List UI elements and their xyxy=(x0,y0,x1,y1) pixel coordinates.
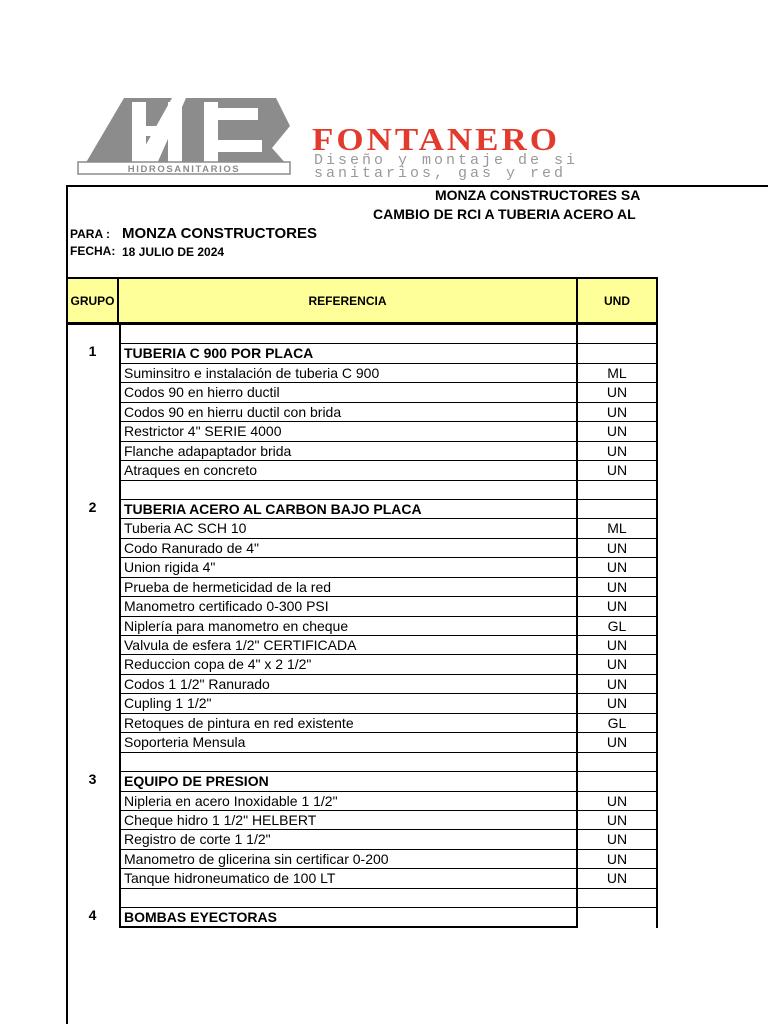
cell-und xyxy=(578,889,658,908)
cell-grupo xyxy=(66,694,119,713)
cell-referencia: Codo Ranurado de 4" xyxy=(119,539,578,558)
cell-referencia: Valvula de esfera 1/2" CERTIFICADA xyxy=(119,636,578,655)
cell-referencia: Soporteria Mensula xyxy=(119,733,578,752)
cell-grupo xyxy=(66,655,119,674)
cell-und: UN xyxy=(578,655,658,674)
cell-referencia: Codos 90 en hierru ductil con brida xyxy=(119,403,578,422)
table-body xyxy=(66,325,658,928)
table-row xyxy=(66,558,658,577)
cell-und: UN xyxy=(578,403,658,422)
cell-referencia: Union rigida 4" xyxy=(119,558,578,577)
table-row xyxy=(66,811,658,830)
cell-und: UN xyxy=(578,461,658,480)
cell-referencia: Nipleria en acero Inoxidable 1 1/2" xyxy=(119,792,578,811)
cell-referencia: Retoques de pintura en red existente xyxy=(119,714,578,733)
cell-und: UN xyxy=(578,850,658,869)
cell-grupo xyxy=(66,539,119,558)
tagline-line-2: sanitarios, gas y red xyxy=(314,165,567,182)
cell-grupo xyxy=(66,675,119,694)
table-row xyxy=(66,597,658,616)
table-row xyxy=(66,830,658,849)
cell-grupo xyxy=(66,830,119,849)
cell-grupo: 4 xyxy=(88,907,97,924)
cell-referencia xyxy=(119,753,578,772)
cell-grupo xyxy=(66,869,119,888)
cell-referencia: Cheque hidro 1 1/2" HELBERT xyxy=(119,811,578,830)
cell-und: UN xyxy=(578,558,658,577)
cell-und: UN xyxy=(578,792,658,811)
group-row xyxy=(66,772,658,791)
table-row xyxy=(66,403,658,422)
document-title: MONZA CONSTRUCTORES SA xyxy=(435,187,641,203)
cell-und: UN xyxy=(578,597,658,616)
table-row xyxy=(66,636,658,655)
cell-und xyxy=(578,908,658,927)
cell-referencia: Restrictor 4" SERIE 4000 xyxy=(119,422,578,441)
cell-referencia: Registro de corte 1 1/2" xyxy=(119,830,578,849)
table-row xyxy=(66,539,658,558)
spacer-row xyxy=(66,481,658,500)
cell-grupo xyxy=(66,558,119,577)
table-row xyxy=(66,422,658,441)
table-row xyxy=(66,655,658,674)
cell-referencia: Tanque hidroneumatico de 100 LT xyxy=(119,869,578,888)
cell-referencia: Codos 1 1/2" Ranurado xyxy=(119,675,578,694)
cell-und: GL xyxy=(578,617,658,636)
cell-und: UN xyxy=(578,811,658,830)
cell-und: UN xyxy=(578,733,658,752)
tagline-line-1: Diseño y montaje de si xyxy=(314,152,579,169)
cell-grupo xyxy=(66,714,119,733)
cell-grupo xyxy=(66,481,119,500)
cell-referencia xyxy=(119,889,578,908)
table-row xyxy=(66,461,658,480)
cell-grupo xyxy=(66,461,119,480)
cell-grupo: 2 xyxy=(88,498,97,515)
cell-und xyxy=(578,500,658,519)
table-row xyxy=(66,714,658,733)
document-subtitle: CAMBIO DE RCI A TUBERIA ACERO AL xyxy=(373,206,636,222)
cell-referencia: Niplería para manometro en cheque xyxy=(119,617,578,636)
cell-grupo xyxy=(66,364,119,383)
cell-grupo xyxy=(66,383,119,402)
cell-und: ML xyxy=(578,364,658,383)
table-row xyxy=(66,364,658,383)
cell-grupo xyxy=(66,733,119,752)
cell-referencia: Manometro certificado 0-300 PSI xyxy=(119,597,578,616)
cell-grupo xyxy=(66,422,119,441)
cell-referencia: Prueba de hermeticidad de la red xyxy=(119,578,578,597)
cell-und: UN xyxy=(578,869,658,888)
tagline xyxy=(314,154,578,180)
cell-grupo xyxy=(66,889,119,908)
cell-und xyxy=(578,344,658,363)
brand-name: FONTANERO xyxy=(312,122,561,158)
table-row xyxy=(66,733,658,752)
cell-und: UN xyxy=(578,675,658,694)
cell-und xyxy=(578,753,658,772)
group-row xyxy=(66,908,658,927)
cell-grupo: 1 xyxy=(88,343,97,360)
spacer-row xyxy=(66,889,658,908)
cell-grupo xyxy=(66,850,119,869)
cell-grupo xyxy=(66,597,119,616)
table-row xyxy=(66,850,658,869)
cell-grupo xyxy=(66,792,119,811)
table-row xyxy=(66,675,658,694)
cell-referencia: Cupling 1 1/2" xyxy=(119,694,578,713)
cell-grupo xyxy=(66,325,119,344)
cell-und: UN xyxy=(578,636,658,655)
cell-grupo xyxy=(66,578,119,597)
cell-referencia: Reduccion copa de 4" x 2 1/2" xyxy=(119,655,578,674)
cell-referencia: Manometro de glicerina sin certificar 0-200 xyxy=(119,850,578,869)
cell-referencia: Atraques en concreto xyxy=(119,461,578,480)
cell-referencia xyxy=(119,325,578,344)
cell-referencia: TUBERIA C 900 POR PLACA xyxy=(119,344,578,363)
cell-referencia: EQUIPO DE PRESION xyxy=(119,772,578,791)
cell-grupo xyxy=(66,811,119,830)
cell-und xyxy=(578,772,658,791)
group-row xyxy=(66,500,658,519)
logo-text: HIDROSANITARIOS xyxy=(127,164,241,175)
column-header-referencia: REFERENCIA xyxy=(119,277,578,325)
cell-grupo xyxy=(66,636,119,655)
table-row xyxy=(66,519,658,538)
cell-und: UN xyxy=(578,539,658,558)
cell-referencia: BOMBAS EYECTORAS xyxy=(119,908,578,927)
cell-und: ML xyxy=(578,519,658,538)
table-row xyxy=(66,869,658,888)
cell-grupo xyxy=(66,617,119,636)
spacer-row xyxy=(66,325,658,344)
cell-referencia xyxy=(119,481,578,500)
cell-und: UN xyxy=(578,383,658,402)
para-label: PARA : xyxy=(70,227,110,241)
cell-referencia: TUBERIA ACERO AL CARBON BAJO PLACA xyxy=(119,500,578,519)
cell-referencia: Codos 90 en hierro ductil xyxy=(119,383,578,402)
cell-referencia: Suminsitro e instalación de tuberia C 900 xyxy=(119,364,578,383)
cell-grupo xyxy=(66,519,119,538)
cell-und: UN xyxy=(578,694,658,713)
cell-und: UN xyxy=(578,422,658,441)
table-row xyxy=(66,383,658,402)
cell-und: UN xyxy=(578,578,658,597)
spacer-row xyxy=(66,753,658,772)
column-header-grupo: GRUPO xyxy=(66,277,119,325)
table-row xyxy=(66,792,658,811)
cell-grupo xyxy=(66,403,119,422)
cell-und xyxy=(578,325,658,344)
cell-referencia: Tuberia AC SCH 10 xyxy=(119,519,578,538)
table-row xyxy=(66,617,658,636)
cell-und: GL xyxy=(578,714,658,733)
group-row xyxy=(66,344,658,363)
cell-grupo: 3 xyxy=(88,771,97,788)
cell-und xyxy=(578,481,658,500)
fecha-label: FECHA: xyxy=(70,244,116,258)
cell-und: UN xyxy=(578,830,658,849)
fecha-value: 18 JULIO DE 2024 xyxy=(122,245,225,259)
hidrosanitarios-logo xyxy=(76,96,292,176)
table-row xyxy=(66,694,658,713)
cell-grupo xyxy=(66,442,119,461)
cell-referencia: Flanche adapaptador brida xyxy=(119,442,578,461)
cell-und: UN xyxy=(578,442,658,461)
para-value: MONZA CONSTRUCTORES xyxy=(122,225,317,242)
table-row xyxy=(66,442,658,461)
column-header-und: UND xyxy=(578,277,658,325)
cell-grupo xyxy=(66,753,119,772)
table-row xyxy=(66,578,658,597)
